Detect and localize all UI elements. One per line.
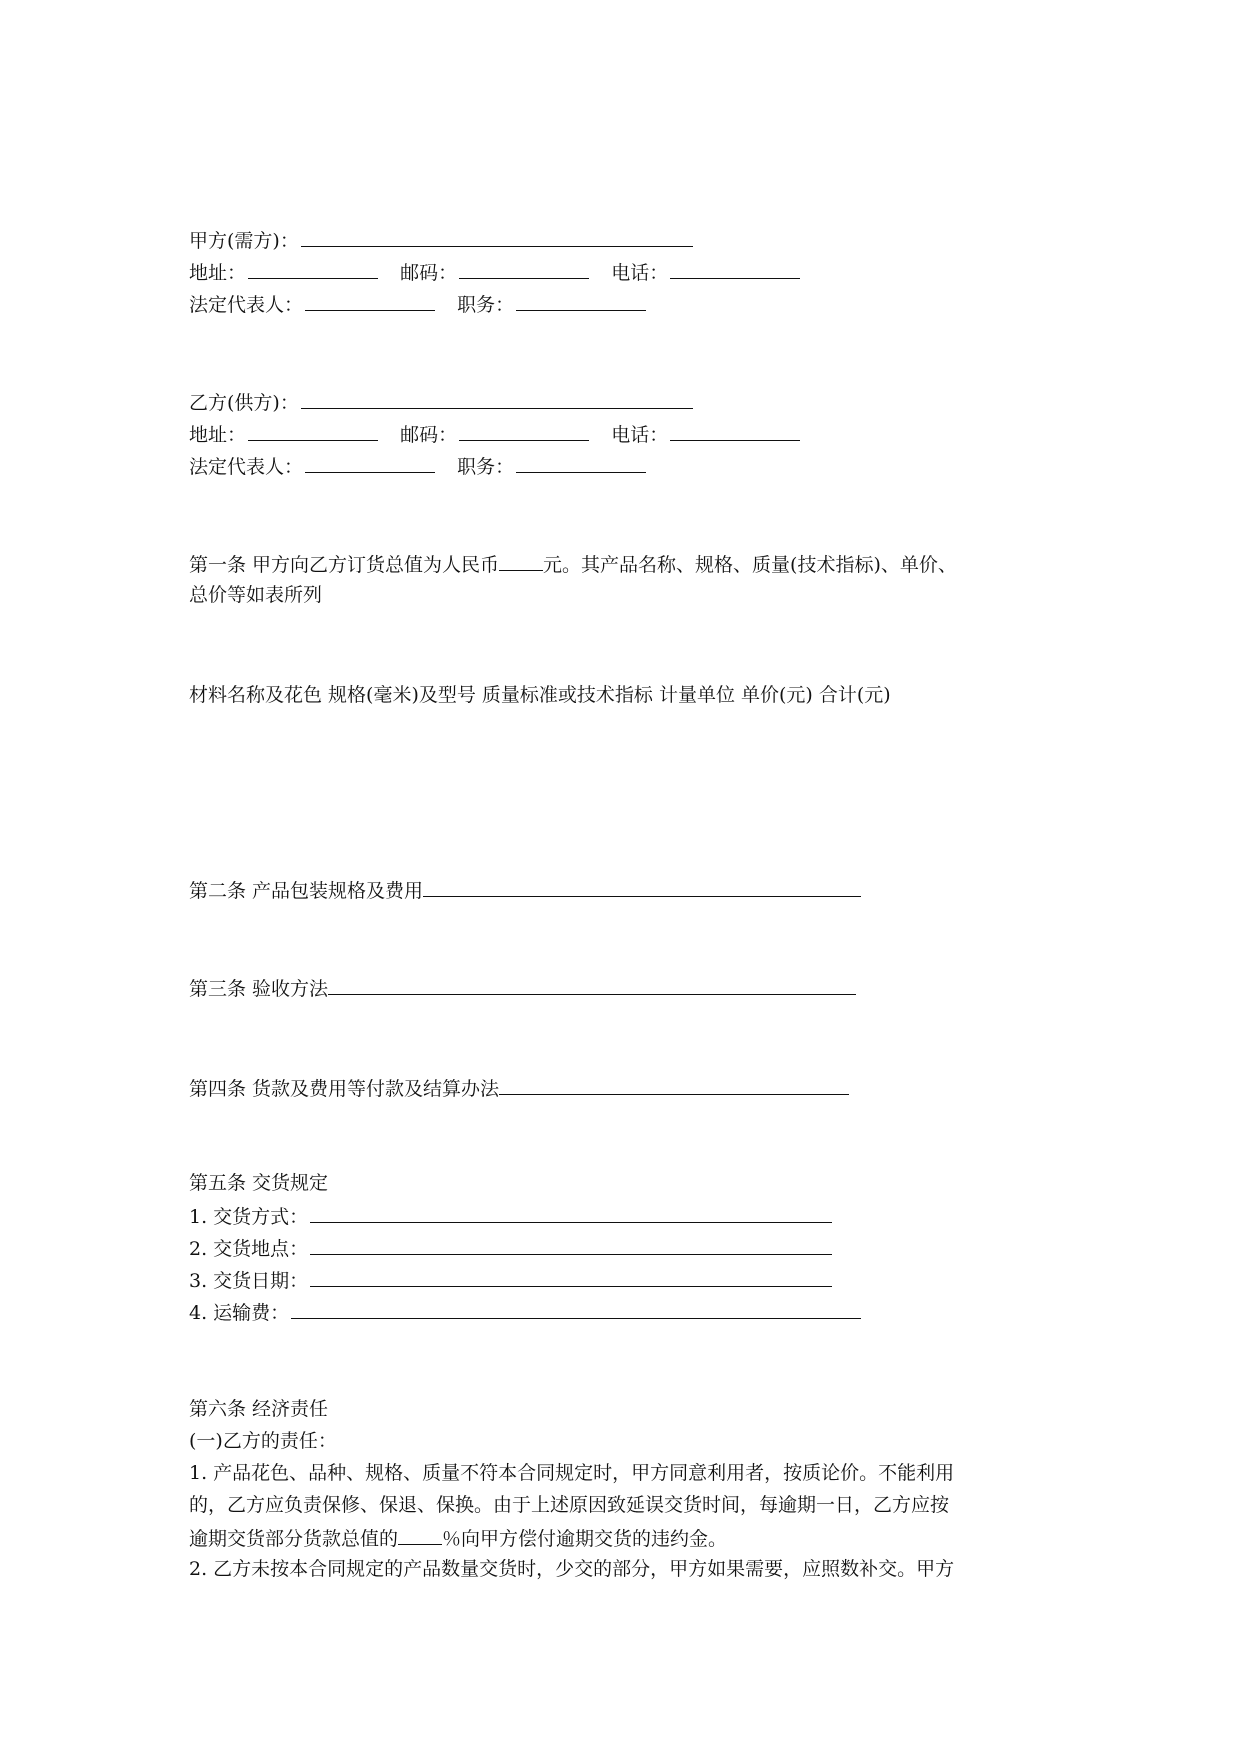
party-b-title: 乙方(供方)：	[189, 392, 299, 414]
article-5-item-3-row	[189, 1264, 832, 1294]
party-b-rep-row	[189, 450, 646, 480]
article-5-item-4-row	[189, 1296, 861, 1326]
product-table-header	[189, 680, 891, 710]
article-1-line-2	[189, 580, 322, 610]
delivery-location-field[interactable]	[310, 1232, 832, 1255]
party-b-contact-row	[189, 418, 800, 448]
article-6-p2-line-1	[189, 1554, 954, 1584]
article-6-p2-text-1: 2. 乙方未按本合同规定的产品数量交货时，少交的部分，甲方如果需要，应照数补交。甲方	[189, 1558, 955, 1580]
party-a-legal-rep-label: 法定代表人：	[189, 294, 304, 316]
article-6-title: 第六条 经济责任	[189, 1398, 329, 1420]
party-a-position-field[interactable]	[516, 288, 646, 311]
party-b-name-field[interactable]	[301, 386, 693, 409]
party-a-contact-row	[189, 256, 800, 286]
article-6-p1-line-2	[189, 1490, 949, 1520]
article-4-text: 第四条 货款及费用等付款及结算办法	[189, 1078, 500, 1100]
party-a-title: 甲方(需方)：	[189, 230, 299, 252]
article-6-p1-text-1: 1. 产品花色、品种、规格、质量不符本合同规定时，甲方同意利用者，按质论价。不能利用	[189, 1462, 955, 1484]
penalty-rate-field[interactable]	[398, 1522, 442, 1545]
party-a-postcode-label: 邮码：	[400, 262, 458, 284]
article-6-p1-text-2: 的，乙方应负责保修、保退、保换。由于上述原因致延误交货时间，每逾期一日，乙方应按	[189, 1494, 950, 1516]
party-b-address-label: 地址：	[189, 424, 247, 446]
article-6-sub-1: (一)乙方的责任：	[189, 1430, 337, 1452]
party-b-legal-rep-label: 法定代表人：	[189, 456, 304, 478]
article-6-p1-text-3b: ％向甲方偿付逾期交货的违约金。	[442, 1528, 728, 1550]
article-6-p1-text-3a: 逾期交货部分货款总值的	[189, 1528, 399, 1550]
party-a-legal-rep-field[interactable]	[305, 288, 435, 311]
delivery-date-label: 3. 交货日期：	[189, 1270, 309, 1292]
party-b-position-field[interactable]	[516, 450, 646, 473]
shipping-cost-field[interactable]	[291, 1296, 861, 1319]
article-5-title: 第五条 交货规定	[189, 1172, 329, 1194]
party-a-name-field[interactable]	[301, 224, 693, 247]
article-1-line-1	[189, 548, 957, 578]
article-6-sub-1-row	[189, 1426, 337, 1456]
party-b-phone-field[interactable]	[670, 418, 800, 441]
delivery-method-label: 1. 交货方式：	[189, 1206, 309, 1228]
party-a-title-row	[189, 224, 693, 254]
party-a-address-label: 地址：	[189, 262, 247, 284]
article-2-text: 第二条 产品包装规格及费用	[189, 880, 424, 902]
delivery-method-field[interactable]	[310, 1200, 832, 1223]
party-a-address-field[interactable]	[248, 256, 378, 279]
party-a-rep-row	[189, 288, 646, 318]
article-2-row	[189, 874, 861, 904]
party-b-legal-rep-field[interactable]	[305, 450, 435, 473]
party-a-position-label: 职务：	[457, 294, 515, 316]
party-a-phone-field[interactable]	[670, 256, 800, 279]
delivery-location-label: 2. 交货地点：	[189, 1238, 309, 1260]
packaging-field[interactable]	[423, 874, 861, 897]
article-6-title-row	[189, 1394, 328, 1424]
article-3-row	[189, 972, 856, 1002]
article-6-p1-line-1	[189, 1458, 954, 1488]
article-1-text-c: 总价等如表所列	[189, 584, 323, 606]
party-b-address-field[interactable]	[248, 418, 378, 441]
table-header-text: 材料名称及花色 规格(毫米)及型号 质量标准或技术指标 计量单位 单价(元) 合计(元)	[189, 684, 891, 706]
article-4-row	[189, 1072, 849, 1102]
article-6-p1-line-3	[189, 1522, 727, 1552]
article-5-item-1-row	[189, 1200, 832, 1230]
party-b-position-label: 职务：	[457, 456, 515, 478]
party-b-postcode-field[interactable]	[459, 418, 589, 441]
article-5-title-row	[189, 1168, 328, 1198]
party-a-postcode-field[interactable]	[459, 256, 589, 279]
article-1-text-a: 第一条 甲方向乙方订货总值为人民币	[189, 554, 500, 576]
delivery-date-field[interactable]	[310, 1264, 832, 1287]
article-3-text: 第三条 验收方法	[189, 978, 329, 1000]
article-5-item-2-row	[189, 1232, 832, 1262]
shipping-cost-label: 4. 运输费：	[189, 1302, 290, 1324]
article-1-text-b: 元。其产品名称、规格、质量(技术指标)、单价、	[543, 554, 957, 576]
order-total-field[interactable]	[499, 548, 543, 571]
inspection-method-field[interactable]	[328, 972, 856, 995]
payment-method-field[interactable]	[499, 1072, 849, 1095]
party-b-title-row	[189, 386, 693, 416]
party-b-phone-label: 电话：	[611, 424, 669, 446]
party-a-phone-label: 电话：	[611, 262, 669, 284]
party-b-postcode-label: 邮码：	[400, 424, 458, 446]
